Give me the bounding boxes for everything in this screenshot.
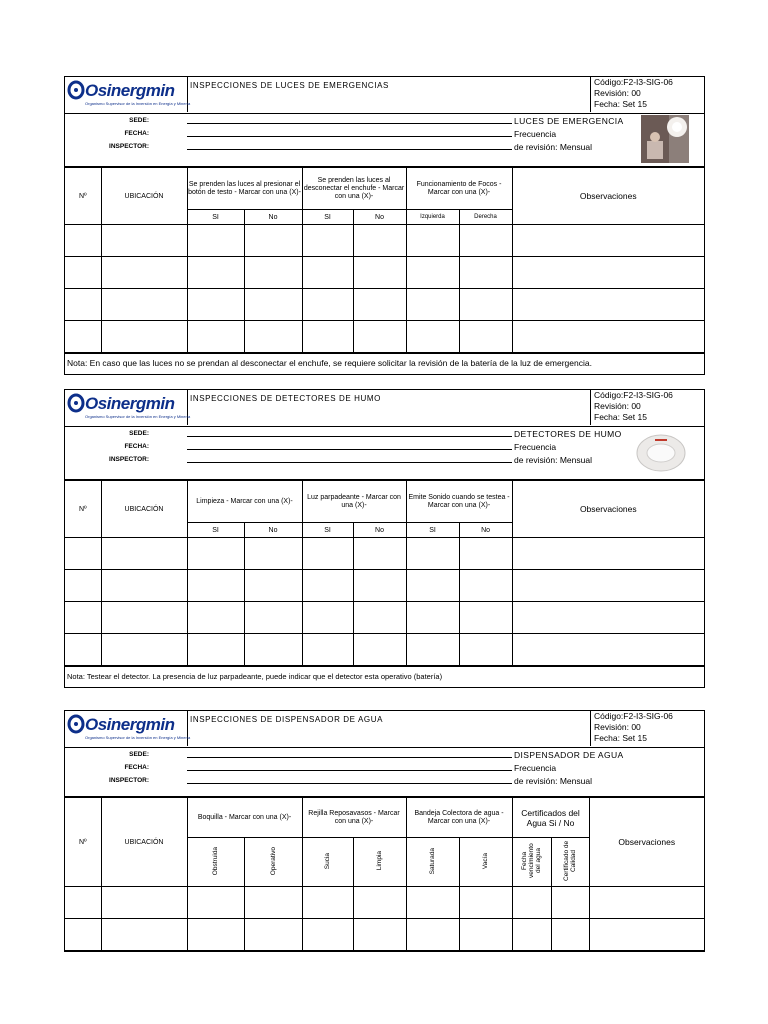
fecha: Fecha: Set 15 <box>594 733 647 743</box>
logo-tagline: Organismo Supervisor de la Inversión en Energía y Minería <box>85 414 191 419</box>
frecuencia <box>514 762 592 788</box>
sede-field[interactable] <box>187 436 512 437</box>
col-ubicacion: UBICACIÓN <box>101 798 187 887</box>
col-boton-testo: Se prenden las luces al presionar el botón de testo - Marcar con una (X)- <box>187 168 302 210</box>
col-certificados: Certificados del Agua Si / No <box>512 798 589 838</box>
sub-si: SI <box>302 523 353 538</box>
col-limpieza: Limpieza - Marcar con una (X)- <box>187 481 302 523</box>
sub-no: No <box>459 523 512 538</box>
form-title: INSPECCIONES DE DISPENSADOR DE AGUA <box>190 715 384 724</box>
fecha-label: FECHA: <box>124 764 149 771</box>
sub-limpia: Limpia <box>376 851 383 871</box>
inspector-field[interactable] <box>187 462 512 463</box>
sub-fecha-vencimiento: Fecha vencimiento del agua <box>521 843 543 879</box>
osinergmin-emblem-icon <box>67 714 85 734</box>
col-rejilla: Rejilla Reposavasos - Marcar con una (X)- <box>302 798 406 838</box>
codigo: Código:F2-I3-SIG-06 <box>594 77 673 87</box>
form-title: INSPECCIONES DE LUCES DE EMERGENCIAS <box>190 81 389 90</box>
col-luz-parpadeante: Luz parpadeante - Marcar con una (X)- <box>302 481 406 523</box>
logo-brand: Osinergmin <box>85 715 175 734</box>
nota: Nota: En caso que las luces no se prendan al desconectar el enchufe, se requiere solicitar la revisión de la batería de la luz de emergencia. <box>65 353 704 374</box>
col-num: Nº <box>65 798 101 887</box>
form-meta <box>590 77 705 112</box>
logo-tagline: Organismo Supervisor de la Inversión en Energía y Minería <box>85 101 191 106</box>
sub-vacia: Vacía <box>482 852 490 870</box>
form-meta <box>590 390 705 425</box>
table-row[interactable] <box>65 289 704 321</box>
revision-mensual: de revisión: Mensual <box>514 776 592 786</box>
col-ubicacion: UBICACIÓN <box>101 481 187 538</box>
frecuencia <box>514 441 592 467</box>
logo-tagline: Organismo Supervisor de la Inversión en Energía y Minería <box>85 735 191 740</box>
logo-brand: Osinergmin <box>85 394 175 413</box>
table-row[interactable] <box>65 570 704 602</box>
form-dispensador-agua <box>64 710 705 952</box>
inspector-label: INSPECTOR: <box>109 777 149 784</box>
form-header <box>65 77 704 114</box>
inspector-label: INSPECTOR: <box>109 143 149 150</box>
sub-si: SI <box>187 523 244 538</box>
fecha: Fecha: Set 15 <box>594 99 647 109</box>
col-num: Nº <box>65 168 101 225</box>
table-row[interactable] <box>65 257 704 289</box>
osinergmin-logo <box>65 77 191 112</box>
smoke-detector-photo <box>633 429 689 475</box>
col-observaciones: Observaciones <box>589 798 704 887</box>
nota: Nota: Testear el detector. La presencia de luz parpadeante, puede indicar que el detector esta operativo (batería) <box>65 666 704 687</box>
table-row[interactable] <box>65 602 704 634</box>
frecuencia-label: Frecuencia <box>514 129 557 139</box>
table-row[interactable] <box>65 919 704 951</box>
fecha-field[interactable] <box>187 136 512 137</box>
sub-no: No <box>353 210 406 225</box>
fecha-field[interactable] <box>187 770 512 771</box>
inspector-field[interactable] <box>187 783 512 784</box>
revision: Revisión: 00 <box>594 401 641 411</box>
form-info <box>65 427 704 480</box>
sub-no: No <box>244 523 302 538</box>
table-row[interactable] <box>65 225 704 257</box>
sede-label: SEDE: <box>129 430 149 437</box>
table-row[interactable] <box>65 321 704 353</box>
sub-obstruida: Obstruida <box>212 846 219 876</box>
fecha-field[interactable] <box>187 449 512 450</box>
sub-sucia: Sucia <box>324 852 331 870</box>
codigo: Código:F2-I3-SIG-06 <box>594 390 673 400</box>
form-meta <box>590 711 705 746</box>
sede-field[interactable] <box>187 123 512 124</box>
col-funcionamiento-focos: Funcionamiento de Focos - Marcar con una (X)- <box>406 168 512 210</box>
frecuencia-label: Frecuencia <box>514 442 557 452</box>
fecha-label: FECHA: <box>124 130 149 137</box>
device-title: LUCES DE EMERGENCIA <box>514 116 624 126</box>
table-row[interactable] <box>65 634 704 666</box>
table-row[interactable] <box>65 538 704 570</box>
col-bandeja: Bandeja Colectora de agua - Marcar con una (X)- <box>406 798 512 838</box>
inspection-table <box>65 167 704 353</box>
form-detectores-humo <box>64 389 705 688</box>
sede-field[interactable] <box>187 757 512 758</box>
revision: Revisión: 00 <box>594 88 641 98</box>
form-header <box>65 390 704 427</box>
sede-label: SEDE: <box>129 751 149 758</box>
col-ubicacion: UBICACIÓN <box>101 168 187 225</box>
osinergmin-emblem-icon <box>67 393 85 413</box>
form-info <box>65 748 704 797</box>
sub-si: SI <box>187 210 244 225</box>
inspector-field[interactable] <box>187 149 512 150</box>
sub-saturada: Saturada <box>429 847 437 875</box>
frecuencia-label: Frecuencia <box>514 763 557 773</box>
inspection-table <box>65 480 704 666</box>
form-luces-emergencia <box>64 76 705 375</box>
revision: Revisión: 00 <box>594 722 641 732</box>
col-observaciones: Observaciones <box>512 481 704 538</box>
sub-izquierda: Izquierda <box>406 210 459 225</box>
col-desconectar-enchufe: Se prenden las luces al desconectar el enchufe - Marcar con una (X)- <box>302 168 406 210</box>
col-num: Nº <box>65 481 101 538</box>
col-emite-sonido: Emite Sonido cuando se testea - Marcar con una (X)- <box>406 481 512 523</box>
fecha-label: FECHA: <box>124 443 149 450</box>
inspector-label: INSPECTOR: <box>109 456 149 463</box>
frecuencia <box>514 128 592 154</box>
sub-no: No <box>353 523 406 538</box>
sede-label: SEDE: <box>129 117 149 124</box>
codigo: Código:F2-I3-SIG-06 <box>594 711 673 721</box>
form-header <box>65 711 704 748</box>
fecha: Fecha: Set 15 <box>594 412 647 422</box>
device-title: DISPENSADOR DE AGUA <box>514 750 624 760</box>
device-title: DETECTORES DE HUMO <box>514 429 622 439</box>
sub-certificado-calidad: Certificado de Calidad <box>563 840 578 882</box>
col-observaciones: Observaciones <box>512 168 704 225</box>
sub-si: SI <box>406 523 459 538</box>
form-title: INSPECCIONES DE DETECTORES DE HUMO <box>190 394 381 403</box>
col-boquilla: Boquilla - Marcar con una (X)- <box>187 798 302 838</box>
sub-no: No <box>244 210 302 225</box>
logo-brand: Osinergmin <box>85 81 175 100</box>
form-info <box>65 114 704 167</box>
emergency-light-photo <box>641 115 689 163</box>
osinergmin-logo <box>65 711 191 746</box>
inspection-table <box>65 797 704 951</box>
osinergmin-logo <box>65 390 191 425</box>
sub-derecha: Derecha <box>459 210 512 225</box>
table-row[interactable] <box>65 887 704 919</box>
osinergmin-emblem-icon <box>67 80 85 100</box>
sub-si: SI <box>302 210 353 225</box>
revision-mensual: de revisión: Mensual <box>514 455 592 465</box>
sub-operativo: Operativo <box>269 846 277 876</box>
revision-mensual: de revisión: Mensual <box>514 142 592 152</box>
